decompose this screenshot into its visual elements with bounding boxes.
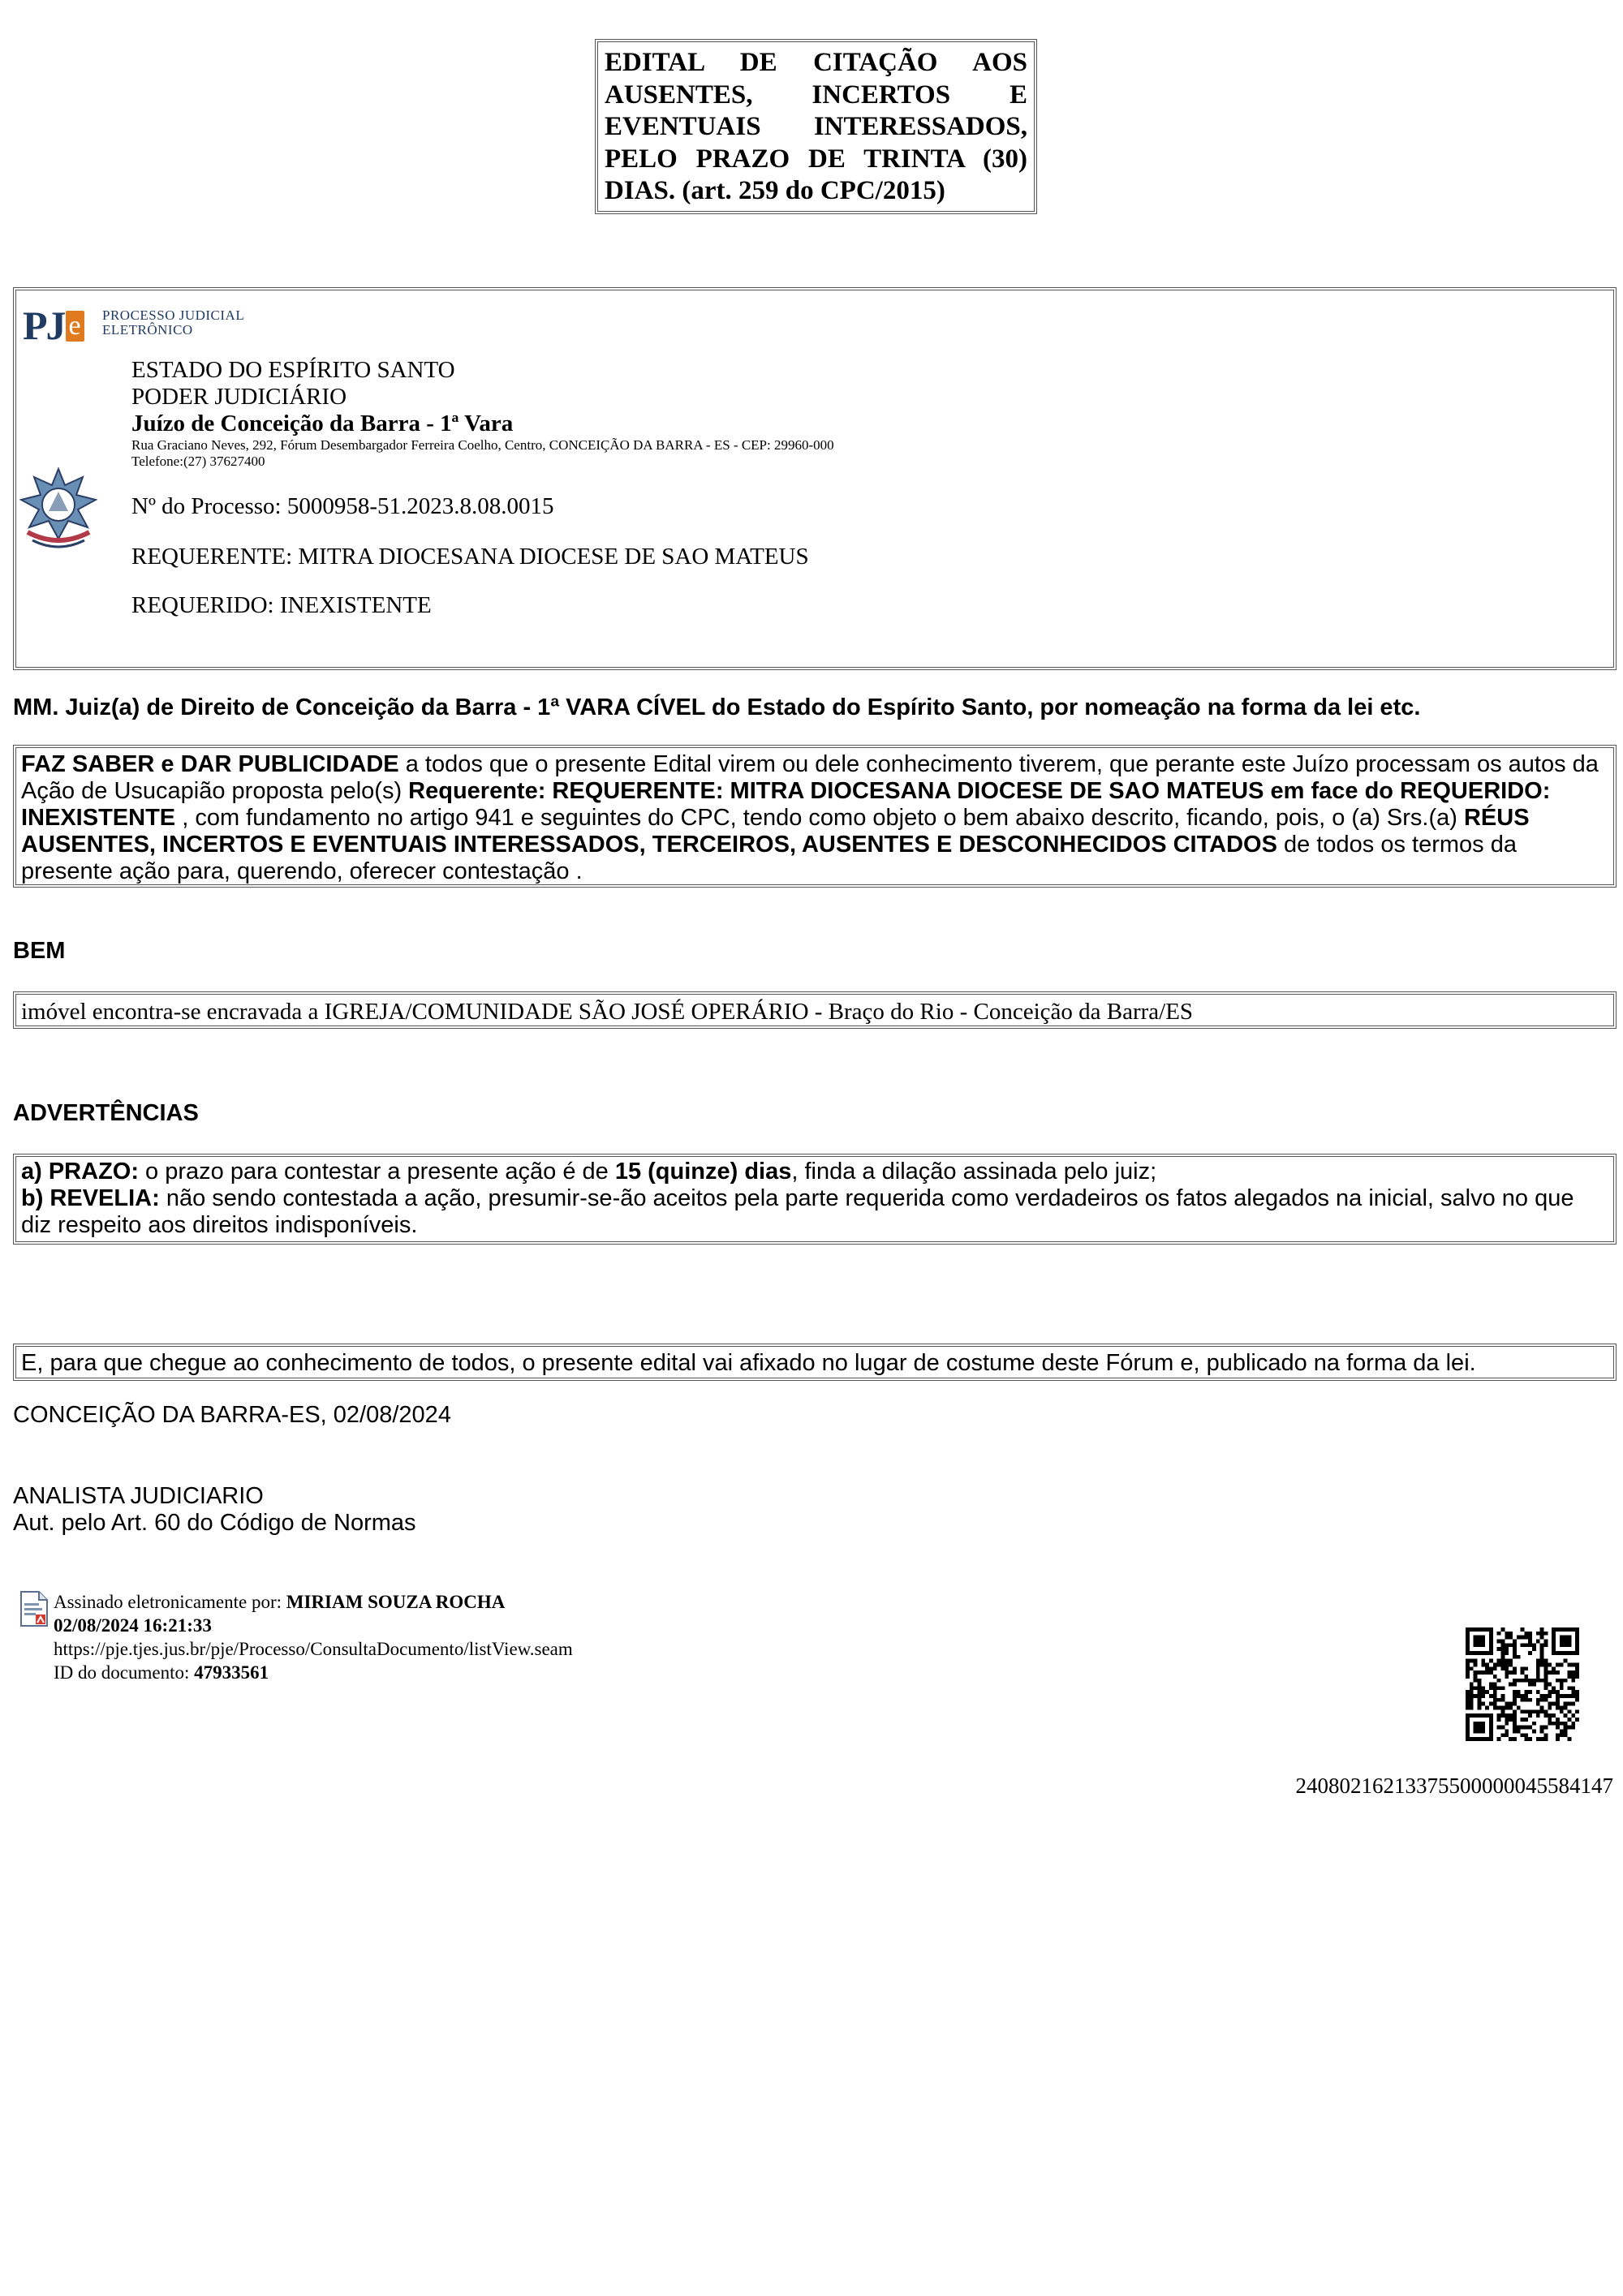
advertencias-box bbox=[13, 1154, 1617, 1245]
court-address bbox=[131, 437, 834, 470]
signature-document-id bbox=[54, 1661, 573, 1684]
pje-logo-text bbox=[102, 308, 244, 338]
faz-saber-text-3: de todos os termos da presente ação para, querendo, oferecer contestação . bbox=[21, 832, 1517, 884]
court-branch: PODER JUDICIÁRIO bbox=[131, 384, 347, 410]
court-address-line: Rua Graciano Neves, 292, Fórum Desembargador Ferreira Coelho, Centro, CONCEIÇÃO DA BARRA - ES - CEP: 29960-000 bbox=[131, 437, 834, 453]
signature-signer-line bbox=[54, 1590, 573, 1614]
advertencia-revelia bbox=[21, 1185, 1608, 1239]
signature-url[interactable]: https://pje.tjes.jus.br/pje/Processo/ConsultaDocumento/listView.seam bbox=[54, 1639, 573, 1659]
faz-saber-text-1: a todos que o presente Edital virem ou dele conhecimento tiverem, que perante este Juízo processam os autos da Ação de Usucapião proposta pelo(s) bbox=[21, 751, 1599, 804]
faz-saber-text-2: , com fundamento no artigo 941 e seguintes do CPC, tendo como objeto o bem abaixo descrito, ficando, pois, o (a) Srs.(a) bbox=[175, 805, 1464, 831]
court-identification bbox=[131, 357, 834, 470]
document-verification-code: 24080216213375500000045584147 bbox=[1295, 1774, 1613, 1798]
prazo-days: 15 (quinze) dias bbox=[614, 1159, 792, 1185]
pje-logo-letters: PJ bbox=[23, 303, 65, 348]
advertencia-prazo bbox=[21, 1159, 1608, 1185]
court-name: Juízo de Conceição da Barra - 1ª Vara bbox=[131, 411, 514, 436]
faz-saber-citados: RÉUS AUSENTES, INCERTOS E EVENTUAIS INTERESSADOS, TERCEIROS, AUSENTES E DESCONHECIDOS CITADOS bbox=[21, 805, 1530, 858]
signer-block bbox=[13, 1483, 416, 1537]
court-phone: Telefone:(27) 37627400 bbox=[131, 454, 265, 469]
signature-datetime: 02/08/2024 16:21:33 bbox=[54, 1615, 212, 1636]
faz-saber-parties: Requerente: REQUERENTE: MITRA DIOCESANA DIOCESE DE SAO MATEUS em face do REQUERIDO: INEXISTENTE bbox=[21, 778, 1551, 831]
signed-document-icon bbox=[18, 1590, 50, 1627]
revelia-text: não sendo contestada a ação, presumir-se-ão aceitos pela parte requerida como verdadeiros os fatos alegados na inicial, salvo no que diz respeito aos direitos indisponíveis. bbox=[21, 1185, 1574, 1238]
prazo-label: a) PRAZO: bbox=[21, 1159, 139, 1185]
court-state: ESTADO DO ESPÍRITO SANTO bbox=[131, 357, 455, 383]
signature-name: MIRIAM SOUZA ROCHA bbox=[286, 1592, 506, 1612]
pje-logo-e: e bbox=[66, 311, 84, 342]
edital-title: EDITAL DE CITAÇÃO AOS AUSENTES, INCERTOS E EVENTUAIS INTERESSADOS, PELO PRAZO DE TRINTA (30) DIAS. (art. 259 do CPC/2015) bbox=[595, 39, 1037, 214]
document-id-value: 47933561 bbox=[194, 1662, 269, 1683]
revelia-label: b) REVELIA: bbox=[21, 1185, 160, 1211]
advertencias-heading: ADVERTÊNCIAS bbox=[13, 1100, 199, 1126]
electronic-signature bbox=[54, 1590, 573, 1684]
signature-label: Assinado eletronicamente por: bbox=[54, 1592, 286, 1612]
bem-heading: BEM bbox=[13, 938, 66, 964]
signer-authorization: Aut. pelo Art. 60 do Código de Normas bbox=[13, 1510, 416, 1536]
coat-of-arms-icon bbox=[19, 467, 97, 552]
pje-logo bbox=[23, 302, 84, 349]
faz-saber-heading: FAZ SABER e DAR PUBLICIDADE bbox=[21, 751, 399, 777]
judge-statement: MM. Juiz(a) de Direito de Conceição da Barra - 1ª VARA CÍVEL do Estado do Espírito Santo, por nomeação na forma da lei etc. bbox=[13, 694, 1421, 720]
signer-role: ANALISTA JUDICIARIO bbox=[13, 1483, 264, 1509]
process-number: Nº do Processo: 5000958-51.2023.8.08.0015 bbox=[131, 493, 554, 519]
closing-statement: E, para que chegue ao conhecimento de todos, o presente edital vai afixado no lugar de costume deste Fórum e, publicado na forma da lei. bbox=[13, 1344, 1617, 1381]
prazo-text-2: , finda a dilação assinada pelo juiz; bbox=[791, 1159, 1157, 1185]
bem-description: imóvel encontra-se encravada a IGREJA/COMUNIDADE SÃO JOSÉ OPERÁRIO - Braço do Rio - Conceição da Barra/ES bbox=[13, 991, 1617, 1029]
pje-logo-text-line1: PROCESSO JUDICIAL bbox=[102, 307, 245, 323]
faz-saber-box bbox=[13, 745, 1617, 888]
document-id-label: ID do documento: bbox=[54, 1662, 195, 1683]
qr-code-icon bbox=[1466, 1627, 1579, 1741]
requerido-line: REQUERIDO: INEXISTENTE bbox=[131, 592, 432, 618]
pje-logo-text-line2: ELETRÔNICO bbox=[102, 322, 193, 338]
prazo-text-1: o prazo para contestar a presente ação é de bbox=[139, 1159, 615, 1185]
place-date: CONCEIÇÃO DA BARRA-ES, 02/08/2024 bbox=[13, 1402, 451, 1428]
requerente-line: REQUERENTE: MITRA DIOCESANA DIOCESE DE SAO MATEUS bbox=[131, 544, 809, 570]
